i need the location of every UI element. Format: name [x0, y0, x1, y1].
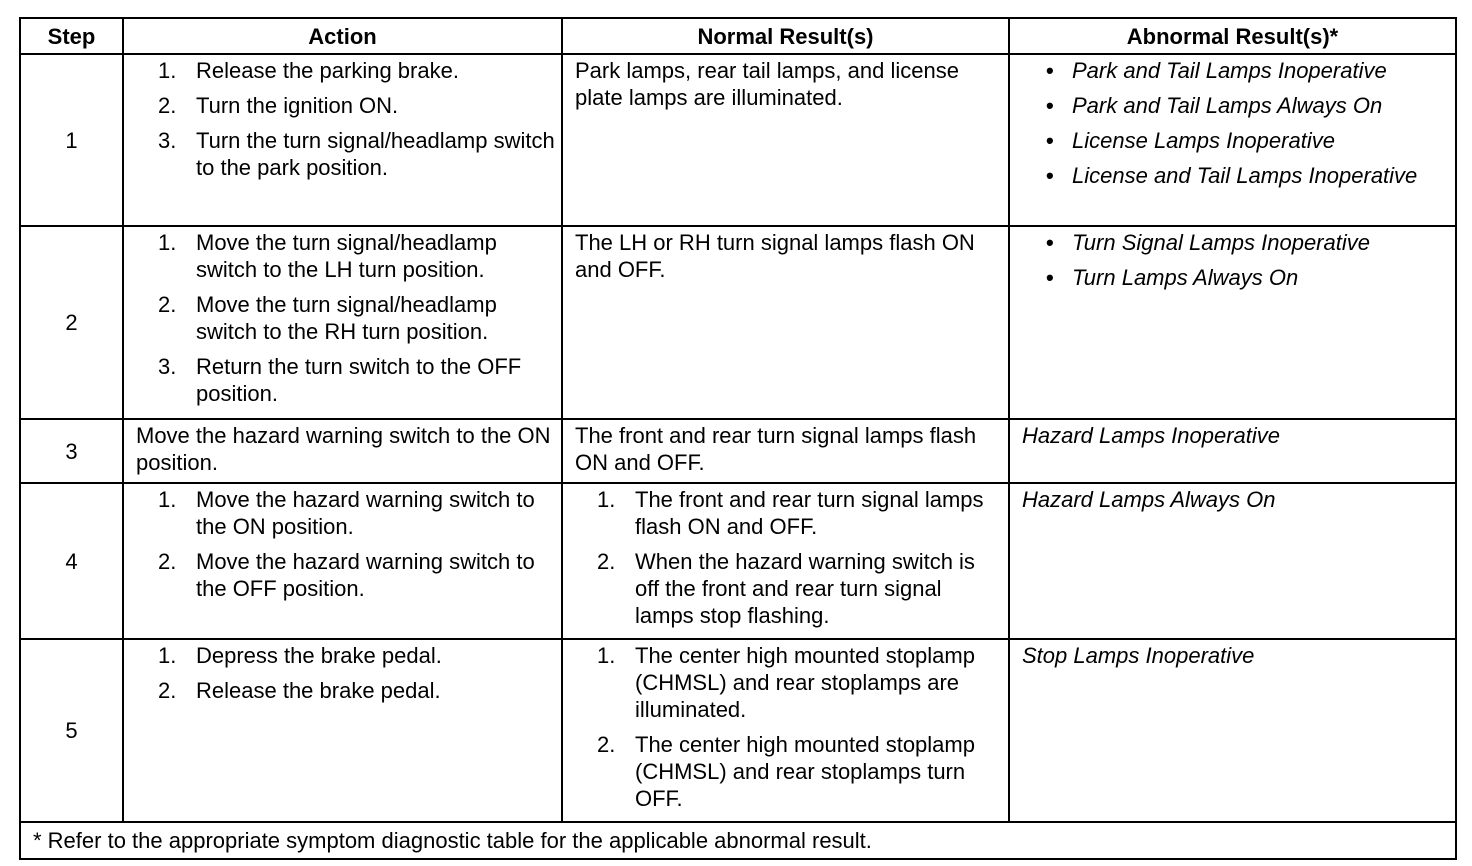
footnote-row — [20, 822, 1456, 859]
item-text: Release the brake pedal. — [196, 678, 441, 703]
list-item — [581, 548, 1004, 629]
list-item — [1024, 229, 1449, 256]
item-text: Turn the turn signal/headlamp switch to the park position. — [196, 128, 555, 180]
list-item — [142, 57, 557, 84]
bullet-icon: • — [1046, 163, 1054, 188]
item-number: 2. — [158, 292, 177, 317]
step-number: 2 — [20, 226, 123, 419]
list-item — [142, 127, 557, 181]
step-number: 1 — [20, 54, 123, 226]
item-text: Park and Tail Lamps Inoperative — [1072, 58, 1387, 83]
item-number: 1. — [597, 487, 616, 512]
step-number: 4 — [20, 483, 123, 639]
abnormal-list — [1024, 57, 1449, 189]
item-text: Move the turn signal/headlamp switch to the LH turn position. — [196, 230, 497, 282]
header-normal-results: Normal Result(s) — [562, 18, 1009, 54]
abnormal-result-cell: Stop Lamps Inoperative — [1009, 639, 1456, 822]
list-item — [1024, 264, 1449, 291]
item-text: Move the hazard warning switch to the ON position. — [196, 487, 535, 539]
item-text: Turn the ignition ON. — [196, 93, 399, 118]
normal-result-cell: The LH or RH turn signal lamps flash ON and OFF. — [562, 226, 1009, 419]
item-text: Park and Tail Lamps Always On — [1072, 93, 1383, 118]
action-cell — [123, 226, 562, 419]
header-abnormal-results: Abnormal Result(s)* — [1009, 18, 1456, 54]
list-item — [1024, 162, 1449, 189]
footnote: * Refer to the appropriate symptom diagnostic table for the applicable abnormal result. — [20, 822, 1456, 859]
list-item — [581, 642, 1004, 723]
table-row-step-2 — [20, 226, 1456, 419]
list-item — [142, 486, 557, 540]
item-number: 3. — [158, 354, 177, 379]
item-number: 1. — [597, 643, 616, 668]
list-item — [1024, 57, 1449, 84]
list-item — [1024, 92, 1449, 119]
item-text: License and Tail Lamps Inoperative — [1072, 163, 1418, 188]
abnormal-result-cell: Hazard Lamps Inoperative — [1009, 419, 1456, 483]
diagnostic-table-container — [19, 17, 1455, 860]
list-item — [581, 731, 1004, 812]
abnormal-list — [1024, 229, 1449, 291]
item-text: When the hazard warning switch is off the front and rear turn signal lamps stop flashing. — [635, 549, 975, 628]
item-number: 1. — [158, 58, 177, 83]
table-row-step-1 — [20, 54, 1456, 226]
abnormal-result-cell: Hazard Lamps Always On — [1009, 483, 1456, 639]
item-text: Turn Signal Lamps Inoperative — [1072, 230, 1370, 255]
item-number: 2. — [158, 678, 177, 703]
item-number: 1. — [158, 643, 177, 668]
list-item — [142, 353, 557, 407]
item-text: The center high mounted stoplamp (CHMSL) and rear stoplamps are illuminated. — [635, 643, 975, 722]
normal-list — [581, 642, 1004, 812]
normal-list — [581, 486, 1004, 629]
item-text: Move the hazard warning switch to the OFF position. — [196, 549, 535, 601]
action-cell — [123, 639, 562, 822]
normal-result-cell — [562, 639, 1009, 822]
table-row-step-3 — [20, 419, 1456, 483]
action-list — [142, 642, 557, 704]
item-text: Move the turn signal/headlamp switch to the RH turn position. — [196, 292, 497, 344]
item-number: 2. — [158, 549, 177, 574]
normal-result-cell — [562, 483, 1009, 639]
list-item — [142, 548, 557, 602]
list-item — [142, 642, 557, 669]
bullet-icon: • — [1046, 128, 1054, 153]
item-text: License Lamps Inoperative — [1072, 128, 1335, 153]
abnormal-result-cell — [1009, 226, 1456, 419]
normal-result-cell: Park lamps, rear tail lamps, and license plate lamps are illuminated. — [562, 54, 1009, 226]
item-text: Release the parking brake. — [196, 58, 459, 83]
item-text: The center high mounted stoplamp (CHMSL) and rear stoplamps turn OFF. — [635, 732, 975, 811]
step-number: 5 — [20, 639, 123, 822]
item-text: Return the turn switch to the OFF position. — [196, 354, 522, 406]
bullet-icon: • — [1046, 93, 1054, 118]
table-row-step-4 — [20, 483, 1456, 639]
item-number: 2. — [158, 93, 177, 118]
item-number: 1. — [158, 230, 177, 255]
header-step: Step — [20, 18, 123, 54]
bullet-icon: • — [1046, 58, 1054, 83]
header-action: Action — [123, 18, 562, 54]
diagnostic-table — [19, 17, 1457, 860]
action-list — [142, 229, 557, 407]
action-cell — [123, 483, 562, 639]
item-text: Turn Lamps Always On — [1072, 265, 1299, 290]
bullet-icon: • — [1046, 265, 1054, 290]
action-list — [142, 486, 557, 602]
list-item — [142, 677, 557, 704]
list-item — [1024, 127, 1449, 154]
action-cell — [123, 54, 562, 226]
item-number: 2. — [597, 549, 616, 574]
list-item — [581, 486, 1004, 540]
item-number: 1. — [158, 487, 177, 512]
bullet-icon: • — [1046, 230, 1054, 255]
step-number: 3 — [20, 419, 123, 483]
header-row — [20, 18, 1456, 54]
item-number: 2. — [597, 732, 616, 757]
item-number: 3. — [158, 128, 177, 153]
table-row-step-5 — [20, 639, 1456, 822]
item-text: Depress the brake pedal. — [196, 643, 442, 668]
list-item — [142, 92, 557, 119]
action-cell: Move the hazard warning switch to the ON position. — [123, 419, 562, 483]
item-text: The front and rear turn signal lamps flash ON and OFF. — [635, 487, 984, 539]
list-item — [142, 291, 557, 345]
abnormal-result-cell — [1009, 54, 1456, 226]
list-item — [142, 229, 557, 283]
action-list — [142, 57, 557, 181]
normal-result-cell: The front and rear turn signal lamps flash ON and OFF. — [562, 419, 1009, 483]
